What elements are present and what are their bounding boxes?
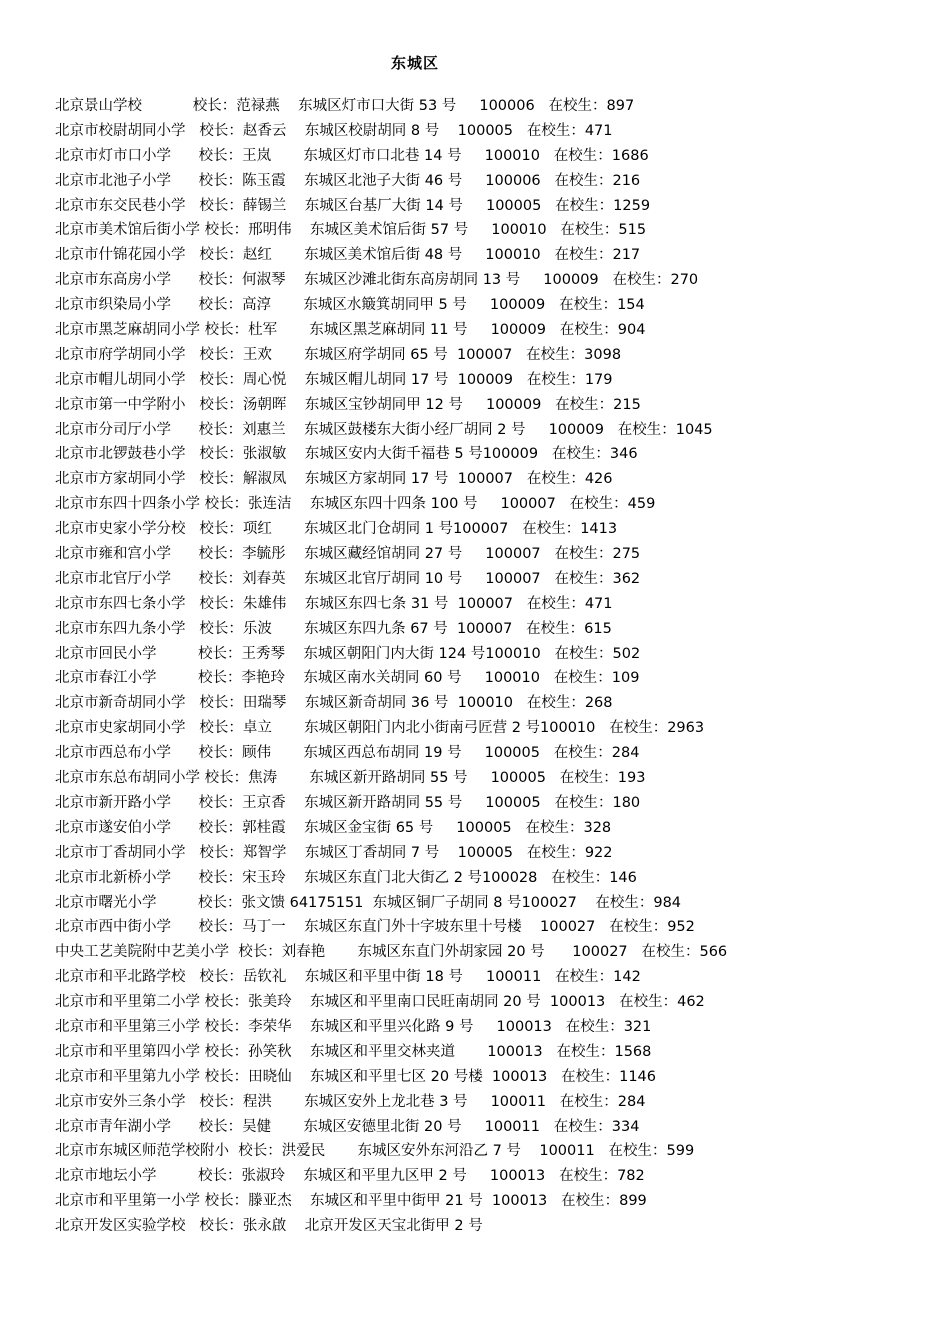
school-entry: 北京市什锦花园小学 校长：赵红 东城区美术馆后街 48 号 100010 在校生：217 — [55, 247, 641, 264]
school-entry: 北京市地坛小学 校长：张淑玲 东城区和平里九区甲 2 号 100013 在校生：782 — [55, 1168, 645, 1185]
school-entry: 北京市东交民巷小学 校长：薛锡兰 东城区台基厂大街 14 号 100005 在校生：1259 — [55, 197, 651, 214]
school-entry: 北京市黑芝麻胡同小学 校长：杜军 东城区黑芝麻胡同 11 号 100009 在校生：904 — [55, 322, 646, 339]
school-entry: 北京市和平里第三小学 校长：李荣华 东城区和平里兴化路 9 号 100013 在校生：321 — [55, 1018, 652, 1035]
school-entry: 北京市新奇胡同小学 校长：田瑞琴 东城区新奇胡同 36 号 100010 在校生：268 — [55, 695, 613, 712]
school-entry: 北京市遂安伯小学 校长：郭桂霞 东城区金宝街 65 号 100005 在校生：328 — [55, 819, 612, 836]
school-entry: 北京市北官厅小学 校长：刘春英 东城区北官厅胡同 10 号 100007 在校生：362 — [55, 570, 641, 587]
school-entry: 北京市春江小学 校长：李艳玲 东城区南水关胡同 60 号 100010 在校生：109 — [55, 670, 640, 687]
school-entry: 北京市东总布胡同小学 校长：焦涛 东城区新开路胡同 55 号 100005 在校生：193 — [55, 770, 646, 787]
school-entry: 北京市东城区师范学校附小 校长：洪爱民 东城区安外东河沿乙 7 号 100011 在校生：599 — [55, 1143, 695, 1160]
school-entry: 北京市东四十四条小学 校长：张连洁 东城区东四十四条 100 号 100007 在校生：459 — [55, 496, 656, 513]
school-entry: 北京市和平里第二小学 校长：张美玲 东城区和平里南口民旺南胡同 20 号 100013 在校生：462 — [55, 994, 705, 1011]
school-entry: 北京景山学校 校长：范禄燕 东城区灯市口大街 53 号 100006 在校生：897 — [55, 98, 635, 114]
school-entry: 北京市史家小学分校 校长：项红 东城区北门仓胡同 1 号100007 在校生：1413 — [55, 521, 618, 538]
school-entry: 北京市西中街小学 校长：马丁一 东城区东直门外十字坡东里十号楼 100027 在校生：952 — [55, 919, 695, 936]
school-entry: 北京市和平北路学校 校长：岳钦礼 东城区和平里中街 18 号 100011 在校生：142 — [55, 969, 641, 986]
school-entry: 北京市北锣鼓巷小学 校长：张淑敏 东城区安内大街千福巷 5 号100009 在校生：346 — [55, 446, 638, 463]
school-entry: 中央工艺美院附中艺美小学 校长：刘春艳 东城区东直门外胡家园 20 号 100027 在校生：566 — [55, 944, 728, 961]
school-entry: 北京市灯市口小学 校长：王岚 东城区灯市口北巷 14 号 100010 在校生：1686 — [55, 147, 649, 164]
school-entry: 北京市东四九条小学 校长：乐波 东城区东四九条 67 号 100007 在校生：615 — [55, 620, 612, 637]
school-entry: 北京市织染局小学 校长：高淳 东城区水簸箕胡同甲 5 号 100009 在校生：154 — [55, 297, 645, 314]
school-entry: 北京市西总布小学 校长：顾伟 东城区西总布胡同 19 号 100005 在校生：284 — [55, 745, 640, 762]
school-entry: 北京市曙光小学 校长：张文馈 64175151 东城区铜厂子胡同 8 号100027 在校生：984 — [55, 894, 682, 911]
page-title: 东城区 — [390, 54, 439, 72]
school-entry: 北京市和平里第一小学 校长：滕亚杰 东城区和平里中街甲 21 号 100013 在校生：899 — [55, 1193, 647, 1210]
school-entry: 北京市青年湖小学 校长：吴健 东城区安德里北街 20 号 100011 在校生：334 — [55, 1118, 640, 1135]
school-entry: 北京市新开路小学 校长：王京香 东城区新开路胡同 55 号 100005 在校生：180 — [55, 794, 641, 811]
school-entry: 北京市回民小学 校长：王秀琴 东城区朝阳门内大街 124 号100010 在校生：502 — [55, 645, 641, 662]
school-entry: 北京市东高房小学 校长：何淑琴 东城区沙滩北街东高房胡同 13 号 100009 在校生：270 — [55, 272, 699, 289]
school-list — [55, 94, 935, 1239]
school-entry: 北京市分司厅小学 校长：刘惠兰 东城区鼓楼东大街小经厂胡同 2 号 100009 在校生：1045 — [55, 421, 713, 438]
school-entry: 北京市和平里第四小学 校长：孙笑秋 东城区和平里交林夹道 100013 在校生：1568 — [55, 1043, 652, 1060]
school-entry: 北京市方家胡同小学 校长：解淑凤 东城区方家胡同 17 号 100007 在校生：426 — [55, 471, 613, 488]
school-entry: 北京市和平里第九小学 校长：田晓仙 东城区和平里七区 20 号楼 100013 在校生：1146 — [55, 1068, 657, 1085]
school-entry: 北京市府学胡同小学 校长：王欢 东城区府学胡同 65 号 100007 在校生：3098 — [55, 346, 622, 363]
school-entry: 北京市北新桥小学 校长：宋玉玲 东城区东直门北大街乙 2 号100028 在校生：146 — [55, 869, 637, 886]
school-entry: 北京开发区实验学校 校长：张永啟 北京开发区天宝北街甲 2 号 — [55, 1218, 483, 1235]
school-entry: 北京市第一中学附小 校长：汤朝晖 东城区宝钞胡同甲 12 号 100009 在校生：215 — [55, 396, 641, 413]
school-entry: 北京市美术馆后街小学 校长：邢明伟 东城区美术馆后街 57 号 100010 在校生：515 — [55, 222, 647, 239]
school-entry: 北京市安外三条小学 校长：程洪 东城区安外上龙北巷 3 号 100011 在校生：284 — [55, 1093, 646, 1110]
school-entry: 北京市丁香胡同小学 校长：郑智学 东城区丁香胡同 7 号 100005 在校生：922 — [55, 844, 613, 861]
school-entry: 北京市雍和宫小学 校长：李毓彤 东城区藏经馆胡同 27 号 100007 在校生：275 — [55, 546, 641, 563]
school-entry: 北京市东四七条小学 校长：朱雄伟 东城区东四七条 31 号 100007 在校生：471 — [55, 595, 613, 612]
school-entry: 北京市史家胡同小学 校长：卓立 东城区朝阳门内北小街南弓匠营 2 号100010 在校生：2963 — [55, 720, 705, 737]
school-entry: 北京市帽儿胡同小学 校长：周心悦 东城区帽儿胡同 17 号 100009 在校生：179 — [55, 371, 613, 388]
school-entry: 北京市校尉胡同小学 校长：赵香云 东城区校尉胡同 8 号 100005 在校生：471 — [55, 122, 613, 139]
school-entry: 北京市北池子小学 校长：陈玉霞 东城区北池子大街 46 号 100006 在校生：216 — [55, 172, 641, 189]
